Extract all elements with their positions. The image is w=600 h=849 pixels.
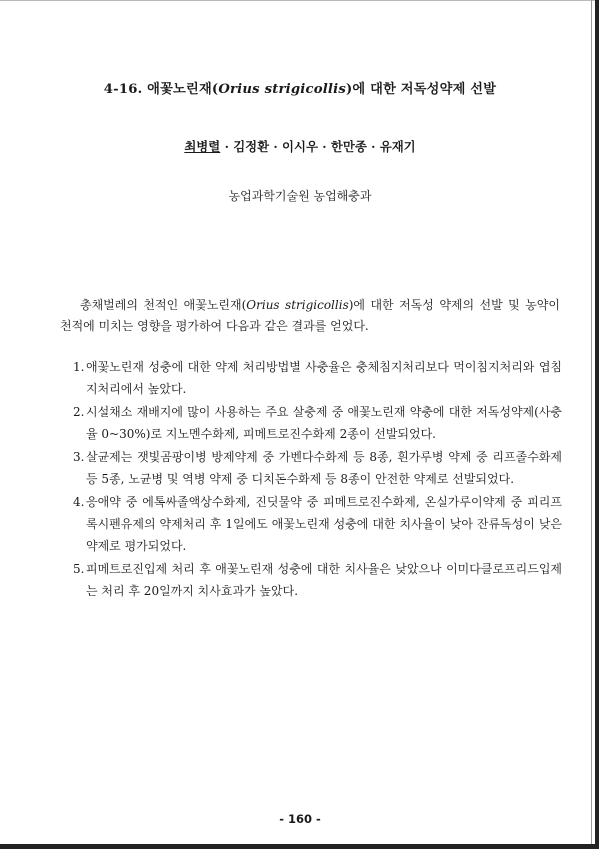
result-number: 1. bbox=[73, 360, 85, 374]
result-item bbox=[60, 491, 562, 557]
title-species-name: Orius strigicollis bbox=[218, 82, 346, 97]
first-author: 최병렬 bbox=[184, 139, 221, 154]
abstract-paragraph bbox=[60, 295, 560, 337]
author-list bbox=[0, 137, 600, 155]
result-item bbox=[60, 401, 562, 445]
abstract-text-before: 총채벌레의 천적인 애꽃노린재( bbox=[80, 298, 247, 312]
result-item bbox=[60, 356, 562, 400]
title-text-before: 애꽃노린재( bbox=[142, 82, 219, 97]
results-list bbox=[60, 356, 562, 603]
page-border-right bbox=[595, 0, 599, 849]
co-authors: · 김정환 · 이시우 · 한만종 · 유재기 bbox=[220, 139, 416, 154]
result-number: 4. bbox=[73, 495, 85, 509]
title-number: 4-16. bbox=[103, 82, 143, 97]
page-border-right-inner bbox=[591, 0, 592, 849]
result-number: 3. bbox=[73, 450, 85, 464]
affiliation: 농업과학기술원 농업해충과 bbox=[228, 189, 372, 203]
abstract-species-name: Orius strigicollis bbox=[246, 298, 349, 312]
page-border-bottom bbox=[0, 844, 596, 849]
result-text: 살균제는 잿빛곰팡이병 방제약제 중 가벤다수화제 등 8종, 흰가루병 약제 중 리프졸수화제 등 5종, 노균병 및 역병 약제 중 디치돈수화제 등 8종이 안전한 약제로 선발되었다. bbox=[86, 450, 562, 486]
result-text: 응애약 중 에톡싸졸액상수화제, 진딧물약 중 피메트로진수화제, 온실가루이약제 중 피리프록시펜유제의 약제처리 후 1일에도 애꽃노린재 성충에 대한 치사율이 낮아 잔류독성이 낮은 약제로 평가되었다. bbox=[86, 495, 562, 553]
abstract-text-after: )에 대한 저독성 약제의 선발 및 농약이 천적에 미치는 영향을 평가하여 다음과 같은 결과를 얻었다. bbox=[60, 298, 560, 333]
paper-title bbox=[0, 78, 600, 97]
result-text: 시설채소 재배지에 많이 사용하는 주요 살충제 중 애꽃노린재 약충에 대한 저독성약제(사충율 0~30%)로 지노멘수화제, 피메트로진수화제 2종이 선발되었다. bbox=[86, 405, 562, 441]
title-text-after: )에 대한 저독성약제 선발 bbox=[345, 82, 497, 97]
result-item bbox=[60, 446, 562, 490]
result-text: 애꽃노린재 성충에 대한 약제 처리방법별 사충율은 충체침지처리보다 먹이침지처리와 엽침지처리에서 높았다. bbox=[86, 360, 562, 396]
page-number: - 160 - bbox=[279, 812, 321, 826]
result-text: 피메트로진입제 처리 후 애꽃노린재 성충에 대한 치사율은 낮았으나 이미다클로프리드입제는 처리 후 20일까지 치사효과가 높았다. bbox=[86, 562, 562, 598]
result-number: 2. bbox=[73, 405, 85, 419]
result-number: 5. bbox=[73, 562, 85, 576]
result-item bbox=[60, 558, 562, 602]
page-border-top bbox=[0, 0, 596, 1]
